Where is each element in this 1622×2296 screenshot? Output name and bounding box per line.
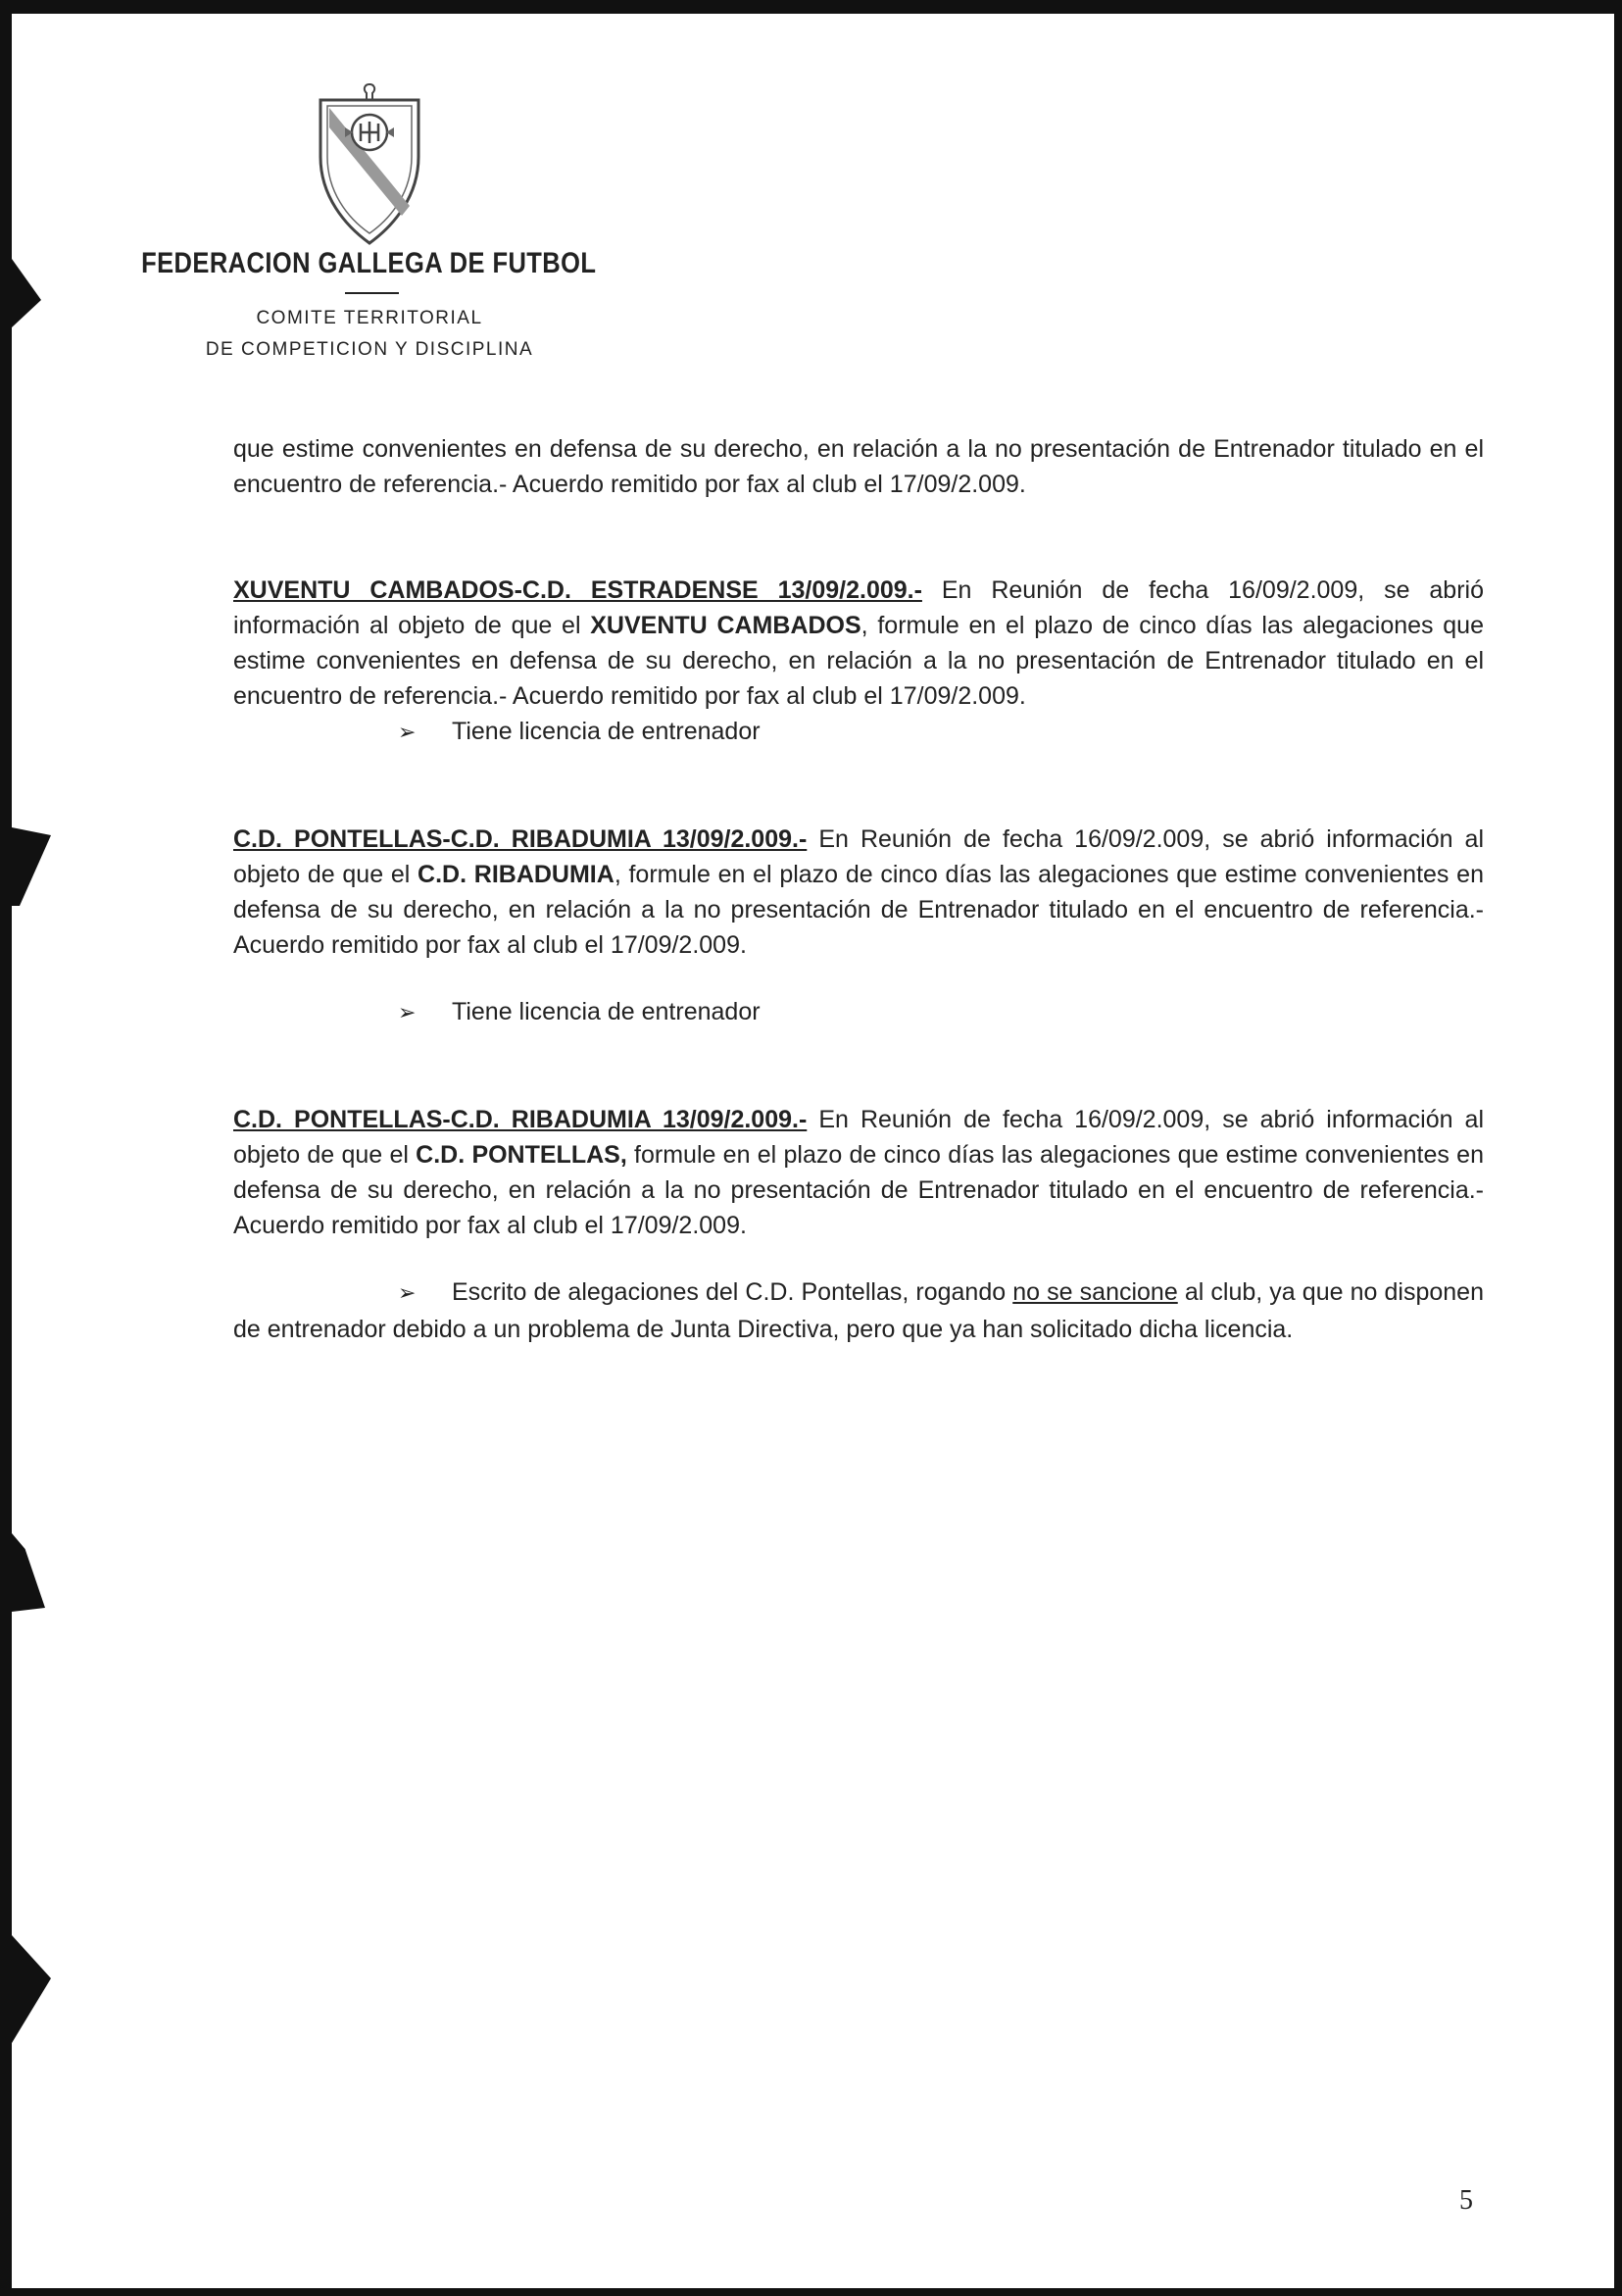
case-text-1a: En Reunión de fecha 16/09/2.009, se abrió información al objeto de que el [233,576,1484,639]
case-note-1 [233,714,1484,751]
intro-paragraph: que estime convenientes en defensa de su derecho, en relación a la no presentación de Entrenador titulado en el encuentro de referencia.- Acuerdo remitido por fax al club el 17/09/2.009. [233,435,1484,498]
document-body [233,431,1484,1347]
case-heading-1: XUVENTU CAMBADOS-C.D. ESTRADENSE 13/09/2.009.- [233,576,922,604]
case-paragraph-3 [233,1102,1484,1243]
case-note-text-1: Tiene licencia de entrenador [452,718,761,745]
case-text-2b: , formule en el plazo de cinco días las alegaciones que estime convenientes en defensa de su derecho, en relación a la no presentación de Entrenador titulado en el encuentro de referencia.- Acuerdo remitido por fax al club el 17/09/2.009. [233,861,1484,959]
page-number: 5 [1459,2185,1473,2216]
case-paragraph-1 [233,573,1484,714]
federation-crest-logo [316,78,423,247]
case-note-3 [233,1274,1484,1347]
header-divider [345,292,399,294]
arrow-bullet-icon: ➢ [398,721,417,745]
committee-line-2: DE COMPETICION Y DISCIPLINA [205,339,534,360]
club-name-1: XUVENTU CAMBADOS [590,612,861,639]
case-note-2 [233,994,1484,1031]
scan-edge-mark [12,1533,45,1612]
case-note-text-3b: al club, ya que no disponen de entrenador debido a un problema de Junta Directiva, pero que ya han solicitado dicha licencia. [233,1278,1484,1343]
case-text-3a: En Reunión de fecha 16/09/2.009, se abrió información al objeto de que el [233,1106,1485,1169]
case-text-3b: formule en el plazo de cinco días las alegaciones que estime convenientes en defensa de su derecho, en relación a la no presentación de Entrenador titulado en el encuentro de referencia.- Acuerdo remitido por fax al club el 17/09/2.009. [233,1141,1484,1239]
case-note-text-2: Tiene licencia de entrenador [452,998,761,1025]
club-name-2: C.D. RIBADUMIA [418,861,614,888]
scan-edge-mark [12,1935,51,2043]
case-text-2a: En Reunión de fecha 16/09/2.009, se abrió información al objeto de que el [233,825,1485,888]
case-note-emphasis: no se sancione [1012,1278,1178,1306]
club-name-3: C.D. PONTELLAS, [416,1141,627,1169]
case-heading-2: C.D. PONTELLAS-C.D. RIBADUMIA 13/09/2.009.- [233,825,808,853]
committee-line-1: COMITE TERRITORIAL [256,308,483,328]
case-text-1b: , formule en el plazo de cinco días las alegaciones que estime convenientes en defensa de su derecho, en relación a la no presentación de Entrenador titulado en el encuentro de referencia.- Acuerdo remitido por fax al club el 17/09/2.009. [233,612,1484,710]
document-page [12,14,1614,2288]
case-note-text-3a: Escrito de alegaciones del C.D. Pontellas, rogando [452,1278,1013,1306]
case-heading-3: C.D. PONTELLAS-C.D. RIBADUMIA 13/09/2.009.- [233,1106,808,1133]
scan-edge-mark [12,827,51,906]
case-paragraph-2 [233,822,1484,963]
arrow-bullet-icon: ➢ [398,1001,417,1025]
arrow-bullet-icon: ➢ [398,1281,417,1306]
organization-name: FEDERACION GALLEGA DE FUTBOL [141,247,597,279]
